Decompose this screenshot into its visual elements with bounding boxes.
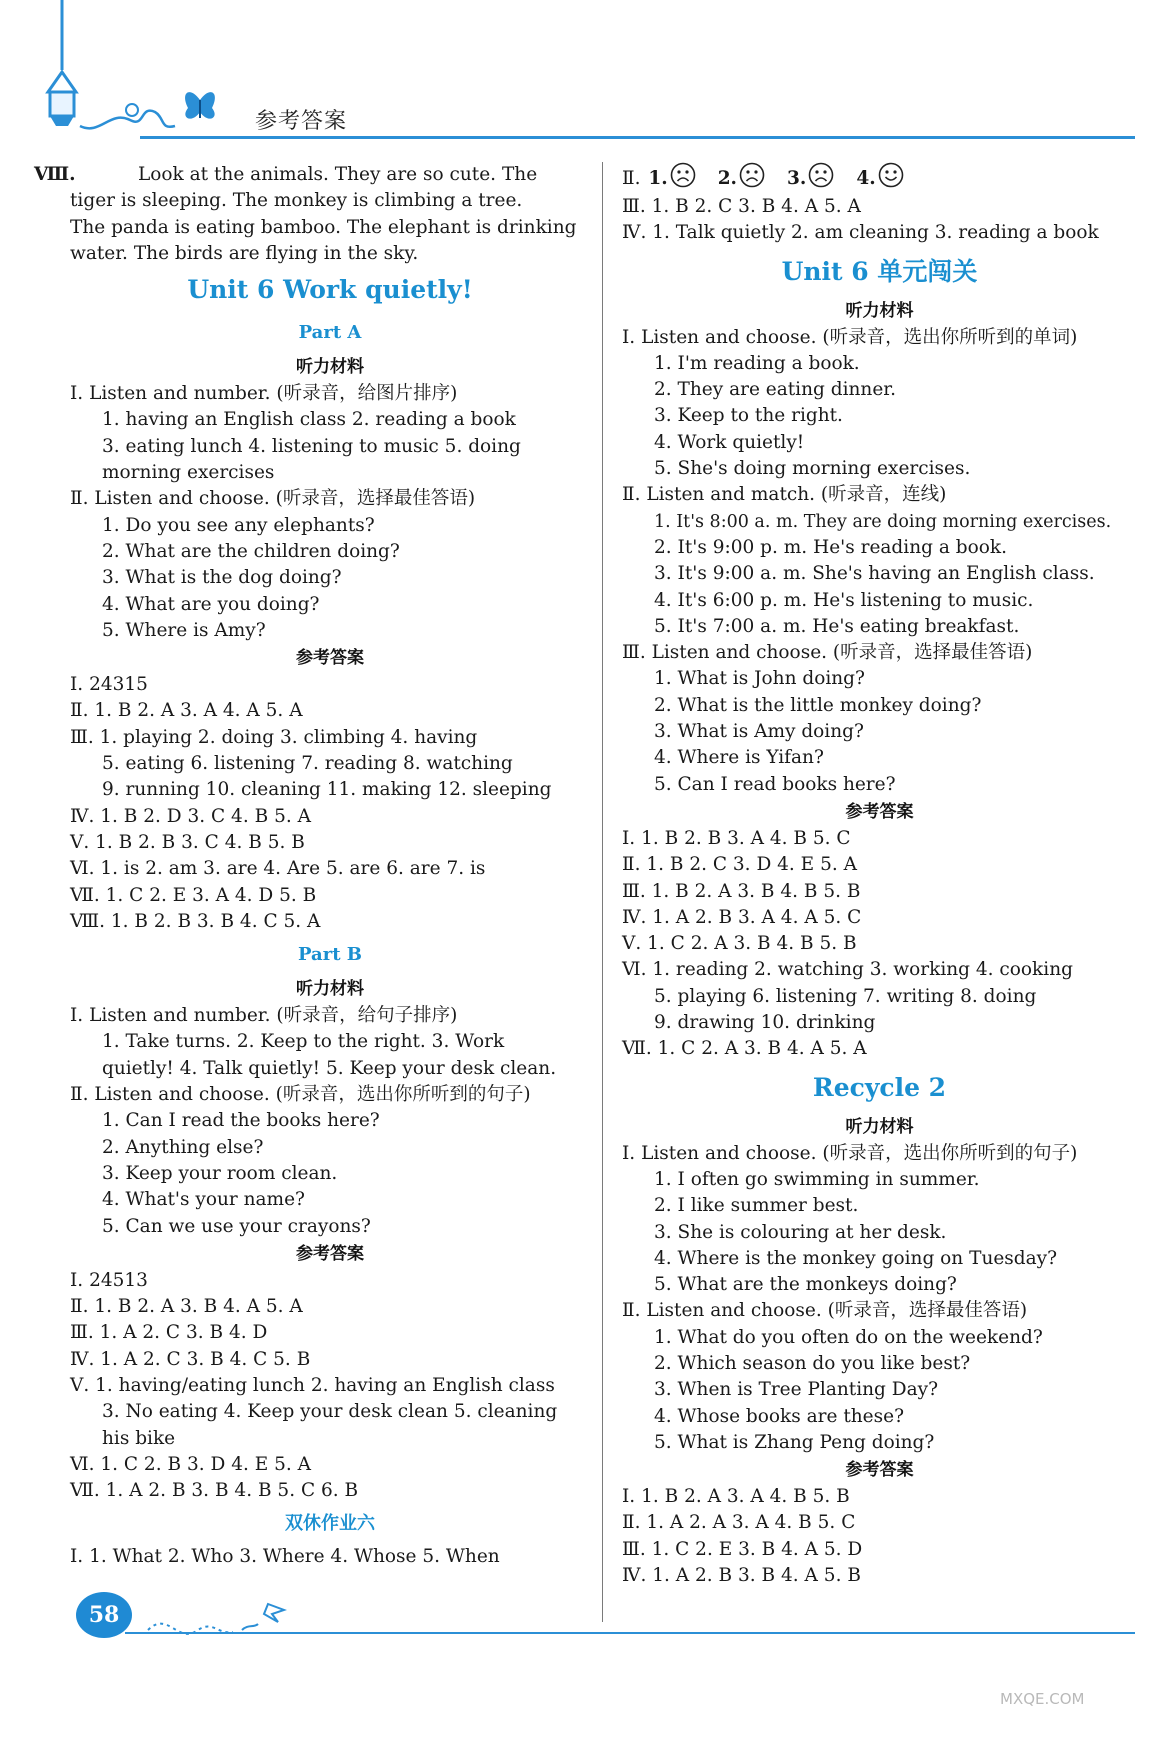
section-heading: Ⅱ. Listen and choose. (听录音，选择最佳答语) bbox=[622, 1300, 1028, 1322]
listen-item: 3. She is colouring at her desk. bbox=[654, 1221, 947, 1243]
listen-item: 1. What is John doing? bbox=[654, 668, 865, 690]
partB-title: Part B bbox=[298, 944, 362, 966]
listen-item: 3. Keep your room clean. bbox=[102, 1162, 338, 1184]
listen-item: 1. having an English class 2. reading a book bbox=[102, 409, 516, 431]
faces-row bbox=[622, 162, 1137, 194]
partB-answers bbox=[70, 1268, 590, 1505]
answer-line: Ⅱ. 1. B 2. A 3. A 4. A 5. A bbox=[70, 700, 303, 722]
listen-item: 5. What is Zhang Peng doing? bbox=[654, 1431, 935, 1453]
check-answers bbox=[622, 826, 1137, 1063]
listen-item: 4. Whose books are these? bbox=[654, 1405, 904, 1427]
page-number: 58 bbox=[76, 1592, 132, 1638]
listen-item: 5. Where is Amy? bbox=[102, 619, 266, 641]
partA-title: Part A bbox=[298, 322, 362, 344]
recycle-listen-title: 听力材料 bbox=[845, 1116, 914, 1137]
section-heading: Ⅰ. Listen and choose. (听录音，选出你所听到的句子) bbox=[622, 1142, 1078, 1164]
viii-passage bbox=[34, 162, 590, 267]
listen-item: quietly! 4. Talk quietly! 5. Keep your desk clean. bbox=[102, 1057, 557, 1079]
answer-line: Ⅶ. 1. A 2. B 3. B 4. B 5. C 6. B bbox=[70, 1480, 359, 1502]
faces-list bbox=[646, 168, 911, 189]
listen-item: 1. Can I read the books here? bbox=[102, 1110, 380, 1132]
happy-face-icon bbox=[878, 162, 904, 188]
answer-line: Ⅳ. 1. A 2. B 3. A 4. A 5. C bbox=[622, 906, 862, 928]
listen-item: 3. Keep to the right. bbox=[654, 405, 843, 427]
listen-item: 2. Anything else? bbox=[102, 1136, 264, 1158]
answer-line: Ⅱ. 1. B 2. A 3. B 4. A 5. A bbox=[70, 1296, 303, 1318]
partA-answer-title: 参考答案 bbox=[296, 648, 364, 669]
listen-item: 2. I like summer best. bbox=[654, 1195, 859, 1217]
header-title: 参考答案 bbox=[255, 109, 348, 134]
partB-listen-title: 听力材料 bbox=[296, 979, 364, 1000]
listen-item: 1. It's 8:00 a. m. They are doing morning exercises. bbox=[654, 511, 1112, 532]
listen-item: 1. I'm reading a book. bbox=[654, 352, 860, 374]
listen-item: 2. What are the children doing? bbox=[102, 540, 400, 562]
listen-item: 4. Where is Yifan? bbox=[654, 747, 824, 769]
answer-line: Ⅵ. 1. reading 2. watching 3. working 4. cooking bbox=[622, 959, 1073, 981]
answer-line: Ⅳ. 1. B 2. D 3. C 4. B 5. A bbox=[70, 805, 311, 827]
recycle-title: Recycle 2 bbox=[812, 1072, 947, 1102]
answer-line: Ⅳ. 1. Talk quietly 2. am cleaning 3. reading a book bbox=[622, 222, 1099, 244]
recycle-answers bbox=[622, 1484, 1137, 1589]
answer-line: Ⅱ. 1. B 2. C 3. D 4. E 5. A bbox=[622, 854, 857, 876]
roman-numeral: Ⅱ. bbox=[622, 168, 641, 189]
answer-line: Ⅰ. 24315 bbox=[70, 674, 148, 696]
listen-item: 1. What do you often do on the weekend? bbox=[654, 1326, 1043, 1348]
answer-line: 9. running 10. cleaning 11. making 12. sleeping bbox=[102, 779, 552, 801]
section-heading: Ⅰ. Listen and number. (听录音，给句子排序) bbox=[70, 1005, 458, 1027]
listen-item: 3. When is Tree Planting Day? bbox=[654, 1379, 938, 1401]
section-heading: Ⅰ. Listen and number. (听录音，给图片排序) bbox=[70, 383, 458, 405]
listen-item: 4. What are you doing? bbox=[102, 593, 320, 615]
answer-line: 5. playing 6. listening 7. writing 8. doing bbox=[654, 985, 1037, 1007]
sad-face-icon bbox=[739, 162, 765, 188]
unit6-check-title: Unit 6 单元闯关 bbox=[781, 256, 978, 286]
listen-item: 5. What are the monkeys doing? bbox=[654, 1274, 957, 1296]
answer-line: 5. eating 6. listening 7. reading 8. watching bbox=[102, 753, 513, 775]
answer-line: Ⅳ. 1. A 2. B 3. B 4. A 5. B bbox=[622, 1565, 861, 1587]
section-heading: Ⅲ. Listen and choose. (听录音，选择最佳答语) bbox=[622, 642, 1033, 664]
answer-line: Ⅶ. 1. C 2. E 3. A 4. D 5. B bbox=[70, 884, 317, 906]
recycle-listen bbox=[622, 1141, 1137, 1457]
footer-rule bbox=[125, 1632, 1135, 1634]
answer-line: Ⅵ. 1. is 2. am 3. are 4. Are 5. are 6. are 7. is bbox=[70, 858, 486, 880]
answer-line: his bike bbox=[102, 1427, 176, 1449]
listen-item: 5. Can I read books here? bbox=[654, 773, 896, 795]
header-rule bbox=[140, 136, 1135, 139]
answer-line: 9. drawing 10. drinking bbox=[654, 1012, 876, 1034]
answer-line: 3. No eating 4. Keep your desk clean 5. cleaning bbox=[102, 1401, 558, 1423]
unit6-title: Unit 6 Work quietly! bbox=[187, 275, 473, 305]
passage-line: tiger is sleeping. The monkey is climbing a tree. bbox=[70, 190, 523, 212]
sad-face-icon bbox=[808, 162, 834, 188]
answer-line: Ⅷ. 1. B 2. B 3. B 4. C 5. A bbox=[70, 910, 321, 932]
column-divider bbox=[602, 162, 603, 1622]
roman-numeral: Ⅷ. bbox=[34, 164, 76, 185]
listen-item: 3. What is Amy doing? bbox=[654, 721, 864, 743]
section-heading: Ⅱ. Listen and choose. (听录音，选择最佳答语) bbox=[70, 488, 476, 510]
right-column bbox=[622, 162, 1137, 1589]
recycle-answer-title: 参考答案 bbox=[845, 1460, 914, 1481]
answer-line: Ⅰ. 24513 bbox=[70, 1269, 148, 1291]
listen-item: 2. Which season do you like best? bbox=[654, 1352, 971, 1374]
listen-item: 2. What is the little monkey doing? bbox=[654, 694, 982, 716]
left-column bbox=[34, 162, 590, 1571]
listen-item: 3. It's 9:00 a. m. She's having an English class. bbox=[654, 563, 1095, 585]
listen-item: 4. It's 6:00 p. m. He's listening to music. bbox=[654, 589, 1034, 611]
answer-line: Ⅰ. 1. B 2. B 3. A 4. B 5. C bbox=[622, 827, 851, 849]
listen-item: 2. It's 9:00 p. m. He's reading a book. bbox=[654, 536, 1007, 558]
partB-listen bbox=[70, 1003, 590, 1240]
answer-line: Ⅴ. 1. having/eating lunch 2. having an English class bbox=[70, 1374, 555, 1396]
answer-line: Ⅲ. 1. A 2. C 3. B 4. D bbox=[70, 1322, 268, 1344]
answer-line: Ⅴ. 1. C 2. A 3. B 4. B 5. B bbox=[622, 933, 857, 955]
listen-item: 3. eating lunch 4. listening to music 5. doing bbox=[102, 435, 521, 457]
passage-line: Look at the animals. They are so cute. The bbox=[138, 164, 538, 185]
listen-item: 4. Where is the monkey going on Tuesday? bbox=[654, 1247, 1058, 1269]
answer-line: Ⅲ. 1. C 2. E 3. B 4. A 5. D bbox=[622, 1538, 863, 1560]
check-listen bbox=[622, 325, 1137, 798]
watermark: MXQE.COM bbox=[1000, 1690, 1085, 1708]
answer-line: Ⅳ. 1. A 2. C 3. B 4. C 5. B bbox=[70, 1348, 311, 1370]
page-header bbox=[0, 0, 1151, 160]
passage-line: water. The birds are flying in the sky. bbox=[70, 242, 419, 264]
listen-item: 2. They are eating dinner. bbox=[654, 379, 896, 401]
passage-line: The panda is eating bamboo. The elephant is drinking bbox=[70, 216, 577, 238]
check-listen-title: 听力材料 bbox=[845, 300, 914, 321]
face-number: 4. bbox=[856, 168, 876, 189]
answer-line: Ⅶ. 1. C 2. A 3. B 4. A 5. A bbox=[622, 1038, 867, 1060]
listen-item: 1. I often go swimming in summer. bbox=[654, 1168, 980, 1190]
answer-line: Ⅲ. 1. B 2. A 3. B 4. B 5. B bbox=[622, 880, 861, 902]
listen-item: 5. Can we use your crayons? bbox=[102, 1215, 371, 1237]
bird-swirl-decoration-icon bbox=[138, 1590, 298, 1650]
section-heading: Ⅱ. Listen and choose. (听录音，选出你所听到的句子) bbox=[70, 1084, 531, 1106]
partA-listen bbox=[70, 381, 590, 644]
listen-item: 1. Do you see any elephants? bbox=[102, 514, 375, 536]
partB-answer-title: 参考答案 bbox=[296, 1243, 364, 1264]
answer-line: Ⅱ. 1. A 2. A 3. A 4. B 5. C bbox=[622, 1512, 856, 1534]
listen-item: 5. It's 7:00 a. m. He's eating breakfast. bbox=[654, 615, 1020, 637]
sad-face-icon bbox=[670, 162, 696, 188]
face-number: 1. bbox=[648, 168, 668, 189]
listen-item: 1. Take turns. 2. Keep to the right. 3. Work bbox=[102, 1031, 505, 1053]
answer-line: Ⅲ. 1. B 2. C 3. B 4. A 5. A bbox=[622, 196, 861, 217]
answer-line: Ⅴ. 1. B 2. B 3. C 4. B 5. B bbox=[70, 831, 305, 853]
listen-item: morning exercises bbox=[102, 462, 275, 484]
weekend-title: 双休作业六 bbox=[285, 1513, 375, 1535]
partA-answers bbox=[70, 672, 590, 935]
section-heading: Ⅱ. Listen and match. (听录音，连线) bbox=[622, 484, 947, 506]
check-answer-title: 参考答案 bbox=[845, 801, 914, 822]
listen-item: 4. Work quietly! bbox=[654, 431, 805, 453]
answer-line: Ⅵ. 1. C 2. B 3. D 4. E 5. A bbox=[70, 1453, 311, 1475]
answer-line: Ⅰ. 1. What 2. Who 3. Where 4. Whose 5. When bbox=[70, 1546, 500, 1568]
face-number: 2. bbox=[717, 168, 738, 189]
answer-line: Ⅲ. 1. playing 2. doing 3. climbing 4. having bbox=[70, 726, 478, 748]
listen-item: 4. What's your name? bbox=[102, 1189, 305, 1211]
section-heading: Ⅰ. Listen and choose. (听录音，选出你所听到的单词) bbox=[622, 326, 1078, 348]
face-number: 3. bbox=[787, 168, 807, 189]
listen-item: 3. What is the dog doing? bbox=[102, 567, 342, 589]
listen-item: 5. She's doing morning exercises. bbox=[654, 458, 971, 480]
answer-line: Ⅰ. 1. B 2. A 3. A 4. B 5. B bbox=[622, 1486, 850, 1508]
partA-listen-title: 听力材料 bbox=[296, 357, 364, 378]
